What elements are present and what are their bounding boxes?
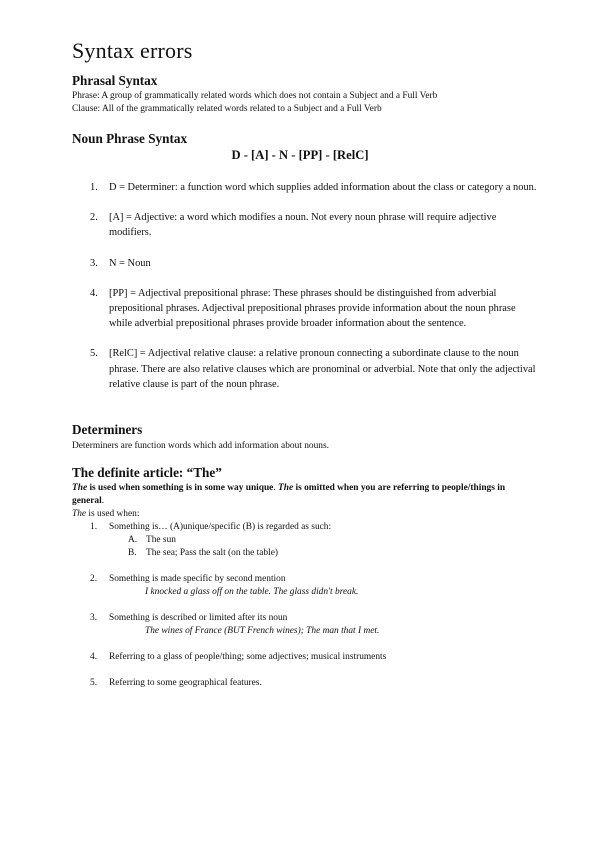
definite-rule: The is used when something is in some way unique. The is omitted when you are referring to people/things in general. [72,483,506,506]
list-item: 5. [RelC] = Adjectival relative clause: a relative pronoun connecting a subordinate clause to the noun phrase. There are also relative clauses which are pronominal or adverbial. Note that only the adjectival relative clause is part of the noun phrase. [90,348,536,390]
sub-item: B. The sea; Pass the salt (on the table) [128,548,278,558]
sub-list [109,534,540,560]
list-item: 4. Referring to a glass of people/thing; some adjectives; musical instruments [90,652,387,662]
definite-uses-list [90,521,540,703]
noun-phrase-section [72,131,532,147]
sub-item: A. The sun [128,535,176,545]
noun-phrase-heading: Noun Phrase Syntax [72,131,188,146]
phrase-definition: Phrase: A group of grammatically related words which does not contain a Subject and a Full Verb [72,91,438,101]
used-when-line: The is used when: [72,509,140,519]
definite-article-heading: The definite article: “The” [72,465,222,480]
list-item: 5. Referring to some geographical features. [90,678,262,688]
list-item: 3. N = Noun [90,257,151,269]
determiners-text: Determiners are function words which add information about nouns. [72,441,329,451]
noun-phrase-formula: D - [A] - N - [PP] - [RelC] [231,148,369,162]
clause-definition: Clause: All of the grammatically related words related to a Subject and a Full Verb [72,104,382,114]
list-item: 4. [PP] = Adjectival prepositional phrase: These phrases should be distinguished from adverbial prepositional phrases. Adjectival prepositional phrases provide information about the noun phrase while adverbial prepositional phrases provide broader information about the sentence. [90,287,516,330]
list-item: 2. [A] = Adjective: a word which modifies a noun. Not every noun phrase will require adjective modifiers. [90,212,497,239]
phrasal-syntax-heading: Phrasal Syntax [72,73,158,88]
determiners-section [72,422,532,453]
determiners-heading: Determiners [72,422,143,437]
noun-phrase-list [90,180,540,407]
page-title: Syntax errors [72,38,193,63]
example-sentence: I knocked a glass off on the table. The glass didn't break. [145,587,359,597]
list-item: 3. Something is described or limited after its noun The wines of France (BUT French wines); The man that I met. [90,612,540,638]
phrasal-syntax-section [72,73,532,116]
definite-article-section [72,465,532,521]
list-item: 1. D = Determiner: a function word which supplies added information about the class or category a noun. [90,182,537,193]
example-sentence: The wines of France (BUT French wines); The man that I met. [145,626,380,636]
list-item: 1. Something is… (A)unique/specific (B) is regarded as such: A. The sun B. The sea; Pass the salt (on the table) [90,521,540,560]
list-item: 2. Something is made specific by second mention I knocked a glass off on the table. The glass didn't break. [90,573,540,599]
